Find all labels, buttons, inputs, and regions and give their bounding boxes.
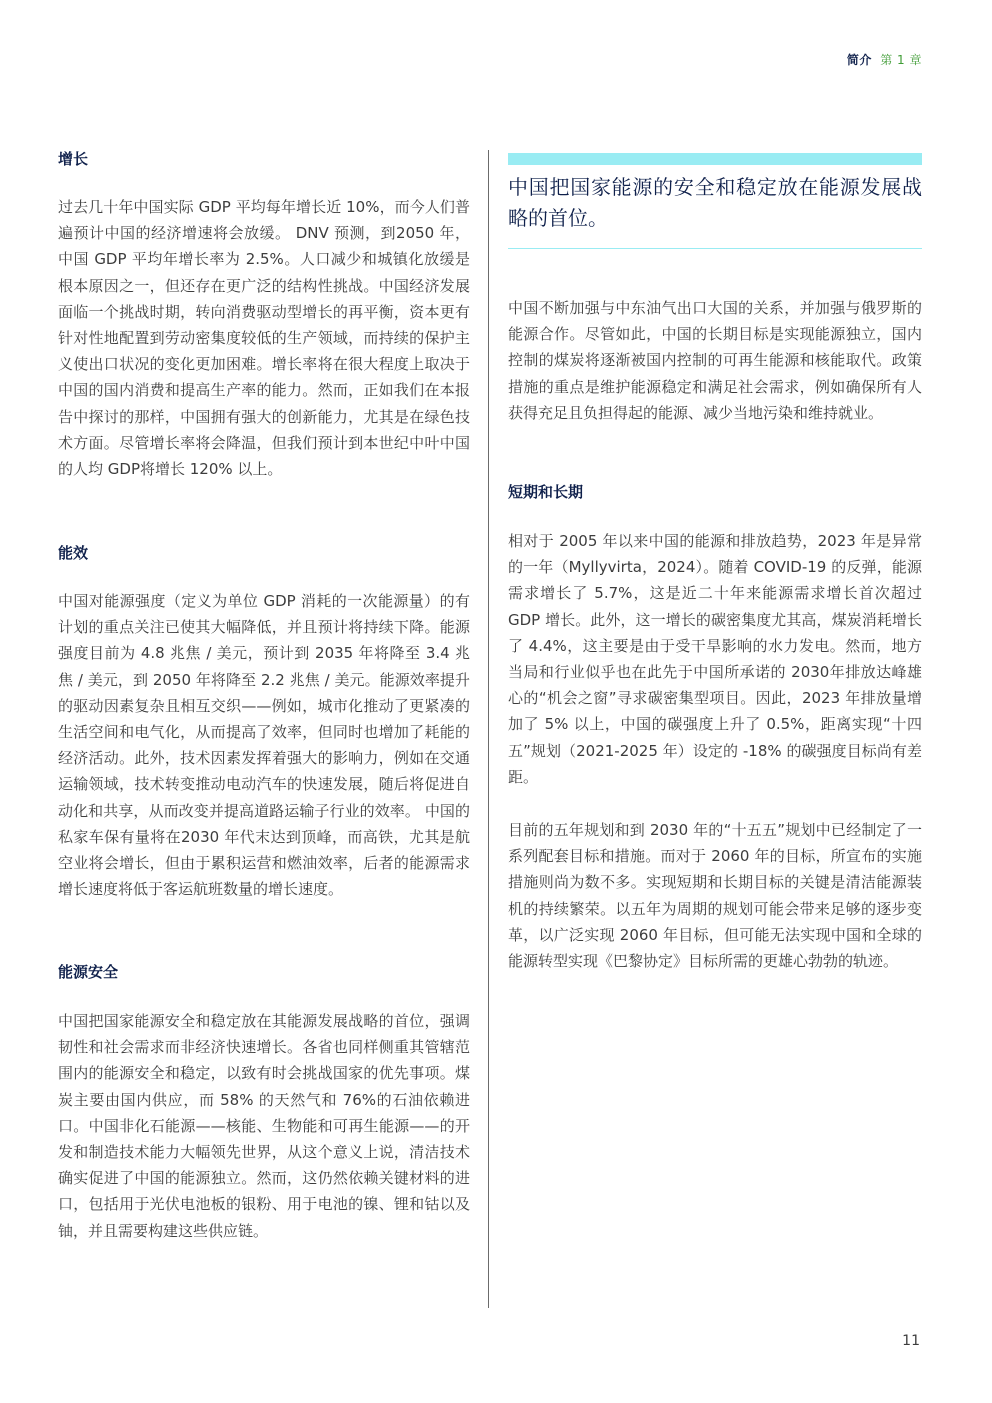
short-long-term-paragraph-1: 相对于 2005 年以来中国的能源和排放趋势，2023 年是异常的一年（Myllyvirta，2024）。随着 COVID-19 的反弹，能源需求增长了 5.7%，这是近二十年来能源需求增长首次超过 GDP 增长。此外，这一增长的碳密集度尤其高，煤炭消耗增长了 4.4%，这主要是由于受干旱影响的水力发电。然而，地方当局和行业似乎也在此先于中国所承诺的 2030年排放达峰雄心的“机会之窗”寻求碳密集型项目。因此，2023 年排放量增加了 5% 以上，中国的碳强度上升了 0.5%，距离实现“十四五”规划（2021-2025 年）设定的 -18% 的碳强度目标尚有差距。: [508, 532, 922, 786]
energy-security-heading: 能源安全: [58, 963, 119, 981]
header-section: 简介: [846, 53, 872, 67]
callout-accent-bar: [508, 153, 922, 165]
efficiency-paragraph: 中国对能源强度（定义为单位 GDP 消耗的一次能源量）的有计划的重点关注已使其大幅降低，并且预计将持续下降。能源强度目前为 4.8 兆焦 / 美元，预计到 2035 年将降至 3.4 兆焦 / 美元，到 2050 年将降至 2.2 兆焦 / 美元。能源效率提升的驱动因素复杂且相互交织——例如，城市化推动了更紧凑的生活空间和电气化，从而提高了效率，但同时也增加了耗能的经济活动。此外，技术因素发挥着强大的影响力，例如在交通运输领域，技术转变推动电动汽车的快速发展，随后将促进自动化和共享，从而改变并提高道路运输子行业的效率。 中国的私家车保有量将在2030 年代末达到顶峰，而高铁，尤其是航空业将会增长，但由于累积运营和燃油效率，后者的能源需求增长速度将低于客运航班数量的增长速度。: [58, 592, 470, 899]
pull-quote: 中国把国家能源的安全和稳定放在能源发展战略的首位。: [508, 175, 922, 230]
page-header: [847, 51, 922, 68]
column-divider: [488, 150, 489, 1308]
growth-paragraph: 过去几十年中国实际 GDP 平均每年增长近 10%，而今人们普遍预计中国的经济增速将会放缓。 DNV 预测，到2050 年，中国 GDP 平均年增长率为 2.5%。人口减少和城镇化放缓是根本原因之一，但还存在更广泛的结构性挑战。中国经济发展面临一个挑战时期，转向消费驱动型增长的再平衡，资本更有针对性地配置到劳动密集度较低的生产领域，而持续的保护主义使出口状况的变化更加困难。增长率将在很大程度上取决于中国的国内消费和提高生产率的能力。然而，正如我们在本报告中探讨的那样，中国拥有强大的创新能力，尤其是在绿色技术方面。尽管增长率将会降温，但我们预计到本世纪中叶中国的人均 GDP将增长 120% 以上。: [58, 198, 470, 479]
header-chapter: 第 1 章: [880, 53, 922, 67]
cooperation-paragraph: 中国不断加强与中东油气出口大国的关系，并加强与俄罗斯的能源合作。尽管如此，中国的长期目标是实现能源独立，国内控制的煤炭将逐渐被国内控制的可再生能源和核能取代。政策措施的重点是维护能源稳定和满足社会需求，例如确保所有人获得充足且负担得起的能源、减少当地污染和维持就业。: [508, 299, 922, 422]
short-long-term-paragraph-2: 目前的五年规划和到 2030 年的“十五五”规划中已经制定了一系列配套目标和措施。而对于 2060 年的目标，所宣布的实施措施则尚为数不多。实现短期和长期目标的关键是清洁能源装机的持续繁荣。以五年为周期的规划可能会带来足够的逐步变革，以广泛实现 2060 年目标，但可能无法实现中国和全球的能源转型实现《巴黎协定》目标所需的更雄心勃勃的轨迹。: [508, 821, 922, 971]
energy-security-paragraph: 中国把国家能源安全和稳定放在其能源发展战略的首位，强调韧性和社会需求而非经济快速增长。各省也同样侧重其管辖范围内的能源安全和稳定，以致有时会挑战国家的优先事项。煤炭主要由国内供应，而 58% 的天然气和 76%的石油依赖进口。中国非化石能源——核能、生物能和可再生能源——的开发和制造技术能力大幅领先世界，从这个意义上说，清洁技术确实促进了中国的能源独立。然而，这仍然依赖关键材料的进口，包括用于光伏电池板的银粉、用于电池的镍、锂和钴以及铀，并且需要构建这些供应链。: [58, 1012, 470, 1240]
short-long-term-heading: 短期和长期: [508, 483, 584, 501]
callout-rule: [508, 248, 922, 249]
growth-heading: 增长: [58, 150, 89, 168]
page-number: 11: [902, 1333, 920, 1349]
efficiency-heading: 能效: [58, 544, 89, 562]
